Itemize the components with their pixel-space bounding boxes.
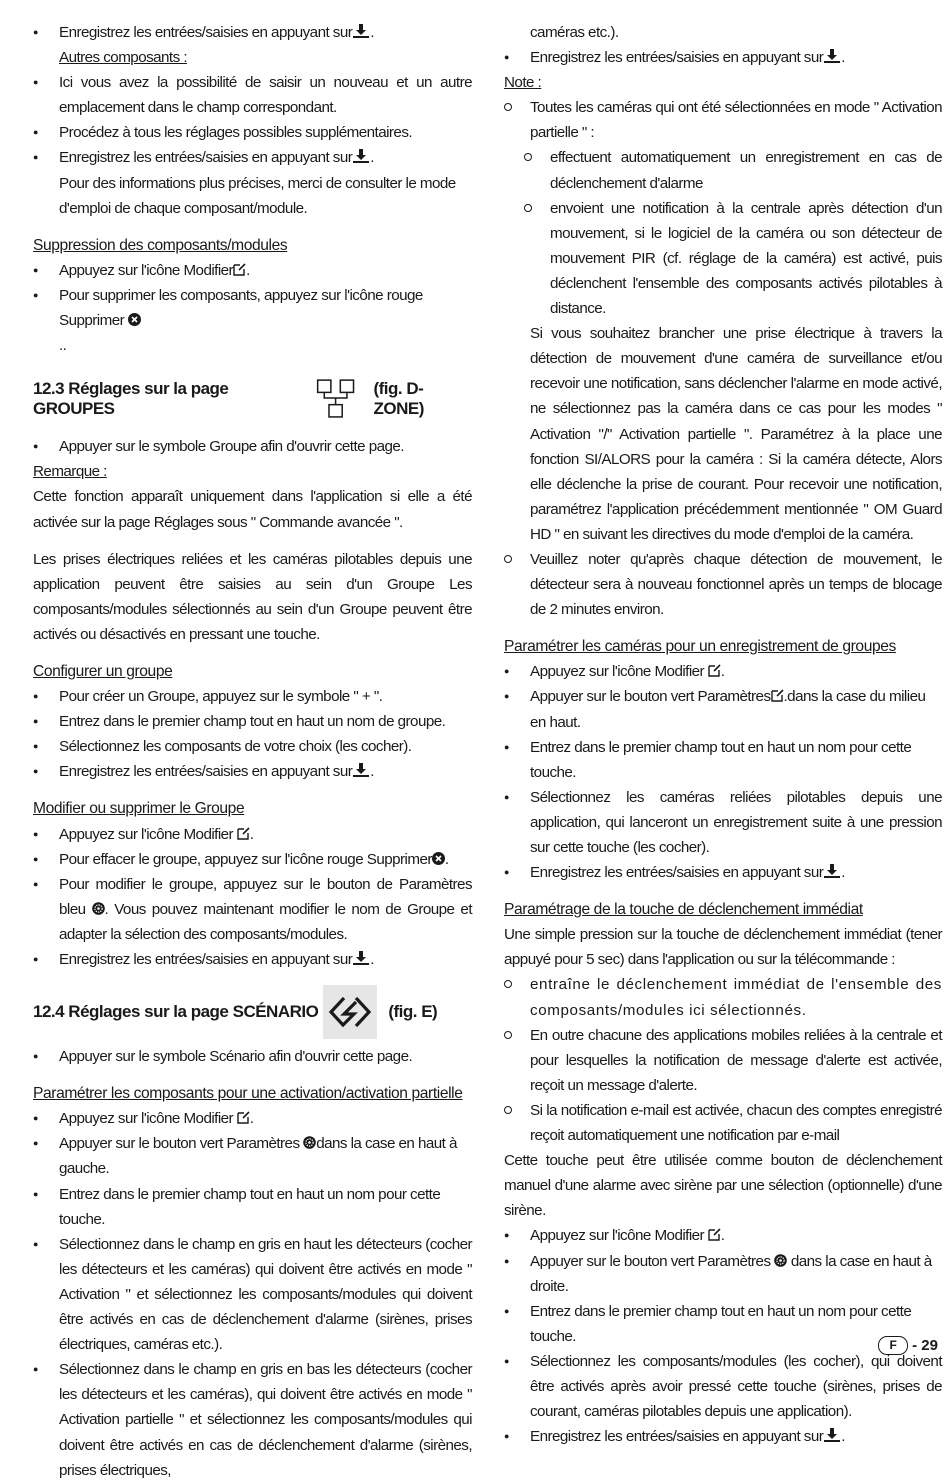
paragraph: Si vous souhaitez brancher une prise électrique à travers la détection de mouvement d'une caméra de surveillance et/ou recevoir une notification, sans déclencher l'alarme en mode activé, ne sélectionnez pas la caméra dans ce cas pour les modes " Activation "/" Activation partielle ". Paramétrez à la place une fonction SI/ALORS pour la caméra : Si la caméra détecte, Alors elle déclenche la prise de courant. Pour recevoir une notification, paramétrez l'application précédemment mentionnée " OM Guard HD " en suivant les directives du mode d'emploi de la caméra. (530, 325, 942, 543)
left-column (33, 20, 472, 1483)
subheading-activation-components: Paramétrer les composants pour une activation/activation partielle (33, 1085, 463, 1103)
list-item: ● Sélectionnez les composants de votre choix (les cocher). (33, 734, 472, 759)
list-item: envoient une notification à la centrale après détection d'un mouvement, si le logiciel de la caméra ou son détecteur de mouvement PIR (cf. réglage de la caméra) est activé, puis déclenchent l'ensemble des composants activés pilotables à distance. (504, 196, 942, 321)
list-item: Veuillez noter qu'après chaque détection de mouvement, le détecteur sera à nouveau fonctionnel après un temps de blocage de 2 minutes environ. (504, 547, 942, 622)
save-icon (823, 49, 841, 63)
list-item: entraîne le déclenchement immédiat de l'ensemble des composants/modules ici sélectionnés. (504, 972, 942, 1022)
list-item: Toutes les caméras qui ont été sélectionnées en mode " Activation partielle " : (504, 95, 942, 145)
right-column (504, 20, 942, 1449)
settings-icon (303, 1136, 316, 1149)
save-icon (352, 24, 370, 38)
list-item: ● Appuyez sur l'icône Modifier . (504, 659, 942, 684)
list-item: ● Sélectionnez les composants/modules (les cocher), qui doivent être activés après avoir pressé cette touche (sirènes, prises de courant, caméras pilotables depuis une application). (504, 1349, 942, 1424)
list-item: ● Entrez dans le premier champ tout en haut un nom de groupe. (33, 709, 472, 734)
list-item: ● Ici vous avez la possibilité de saisir un nouveau et un autre emplacement dans le champ correspondant. (33, 70, 472, 120)
edit-icon (708, 1228, 721, 1241)
list-item: En outre chacune des applications mobiles reliées à la centrale et pour lesquelles la notification de message d'alerte est activée, reçoit un message d'alerte. (504, 1023, 942, 1098)
list-item: ● Sélectionnez les caméras reliées pilotables depuis une application, qui lanceront un enregistrement suite à une pression sur cette touche (les cocher). (504, 785, 942, 860)
page-number: - 29 (912, 1337, 938, 1354)
subheading-other-components: Autres composants : (59, 49, 187, 67)
subheading-immediate-trigger: Paramétrage de la touche de déclenchement immédiat (504, 901, 863, 919)
paragraph: Cette touche peut être utilisée comme bouton de déclenchement manuel d'une alarme avec sirène par une sélection (optionnelle) d'une sirène. (504, 1152, 942, 1220)
list-item: Si la notification e-mail est activée, chacun des comptes enregistré reçoit automatiquement une notification par e-mail (504, 1098, 942, 1148)
paragraph: Pour des informations plus précises, merci de consulter le mode d'emploi de chaque composant/module. (59, 174, 456, 217)
scenario-icon (322, 984, 378, 1040)
paragraph: caméras etc.). (530, 24, 619, 41)
list-item: ● Enregistrez les entrées/saisies en appuyant sur . (33, 20, 472, 45)
section-heading-12-3: 12.3 Réglages sur la page GROUPES (fig. D- ZONE) (33, 374, 472, 424)
edit-icon (237, 1111, 250, 1124)
list-item: ● Enregistrez les entrées/saisies en appuyant sur . (504, 860, 942, 885)
edit-icon (708, 664, 721, 677)
subheading-note: Note : (504, 74, 542, 92)
save-icon (352, 149, 370, 163)
list-item: ● Appuyer sur le symbole Scénario afin d'ouvrir cette page. (33, 1044, 472, 1069)
list-item: ● Sélectionnez dans le champ en gris en bas les détecteurs (cocher les détecteurs et les caméras), qui doivent être activés en mode " Activation partielle " et sélectionnez les composants/modules qui doivent être activés en cas de déclenchement d'alarme (sirènes, prises électriques, (33, 1357, 472, 1482)
edit-icon (237, 827, 250, 840)
paragraph: Les prises électriques reliées et les caméras pilotables depuis une application peuvent être saisies au sein d'un Groupe Les composants/modules sélectionnés au sein d'un Groupe peuvent être activés ou désactivés en pressant une touche. (33, 550, 472, 643)
list-item: ● Sélectionnez dans le champ en gris en haut les détecteurs (cocher les détecteurs et les caméras) qui doivent être activés en mode " Activation " et sélectionnez les composants/modules qui doivent être activés en cas de déclenchement d'alarme (sirènes, prises électriques, caméras etc.). (33, 1232, 472, 1357)
subheading-delete-components: Suppression des composants/modules (33, 236, 288, 254)
list-item: ● Appuyez sur l'icône Modifier . (504, 1223, 942, 1248)
list-item: ● Pour créer un Groupe, appuyez sur le symbole " + ". (33, 684, 472, 709)
language-badge: F (878, 1336, 908, 1355)
subheading-configure-group: Configurer un groupe (33, 662, 173, 680)
list-item: ● Appuyer sur le bouton vert Paramètres dans la case en haut à droite. (504, 1249, 942, 1299)
save-icon (823, 1428, 841, 1442)
settings-icon (92, 902, 105, 915)
list-item: ● Pour supprimer les composants, appuyez sur l'icône rouge Supprimer (33, 283, 472, 333)
list-item: ● Appuyez sur l'icône Modifier . (33, 822, 472, 847)
paragraph: Cette fonction apparaît uniquement dans l'application si elle a été activée sur la page Réglages sous " Commande avancée ". (33, 488, 472, 531)
subheading-remark: Remarque : (33, 463, 107, 481)
list-item: ● Appuyer sur le bouton vert Paramètres .dans la case du milieu en haut. (504, 684, 942, 734)
list-item: ● Pour effacer le groupe, appuyez sur l'icône rouge Supprimer . (33, 847, 472, 872)
list-item: ● Appuyer sur le bouton vert Paramètres dans la case en haut à gauche. (33, 1131, 472, 1181)
paragraph: Une simple pression sur la touche de déclenchement immédiat (tener appuyé pour 5 sec) dans l'application ou sur la télécommande : (504, 926, 942, 969)
list-item: ● Appuyez sur l'icône Modifier . (33, 258, 472, 283)
list-item: ● Entrez dans le premier champ tout en haut un nom pour cette touche. (33, 1182, 472, 1232)
section-heading-12-4: 12.4 Réglages sur la page SCÉNARIO (fig. E) (33, 986, 472, 1038)
paragraph: .. (59, 337, 67, 355)
settings-icon (774, 1254, 787, 1267)
group-icon (312, 376, 359, 422)
save-icon (352, 951, 370, 965)
list-item: ● Enregistrez les entrées/saisies en appuyant sur . (33, 947, 472, 972)
list-item: ● Enregistrez les entrées/saisies en appuyant sur . (504, 1424, 942, 1449)
list-item: ● Appuyer sur le symbole Groupe afin d'ouvrir cette page. (33, 434, 472, 459)
edit-icon (771, 689, 784, 702)
list-item: ● Entrez dans le premier champ tout en haut un nom pour cette touche. (504, 735, 942, 785)
list-item: ● Entrez dans le premier champ tout en haut un nom pour cette touche. (504, 1299, 942, 1349)
list-item: ● Enregistrez les entrées/saisies en appuyant sur . (504, 45, 942, 70)
edit-icon (233, 263, 246, 276)
subheading-modify-group: Modifier ou supprimer le Groupe (33, 800, 245, 818)
save-icon (823, 864, 841, 878)
list-item: ● Appuyez sur l'icône Modifier . (33, 1106, 472, 1131)
delete-icon (432, 852, 445, 865)
list-item: ● Procédez à tous les réglages possibles supplémentaires. (33, 120, 472, 145)
list-item: ● Enregistrez les entrées/saisies en appuyant sur . (33, 145, 472, 170)
save-icon (352, 763, 370, 777)
list-item: ● Enregistrez les entrées/saisies en appuyant sur . (33, 759, 472, 784)
subheading-camera-group-recording: Paramétrer les caméras pour un enregistrement de groupes (504, 638, 896, 656)
list-item: effectuent automatiquement un enregistrement en cas de déclenchement d'alarme (504, 145, 942, 195)
list-item: ● Pour modifier le groupe, appuyez sur le bouton de Paramètres bleu . Vous pouvez maintenant modifier le nom de Groupe et adapter la sélection des composants/modules. (33, 872, 472, 947)
delete-icon (128, 313, 141, 326)
page-footer (878, 1336, 938, 1355)
